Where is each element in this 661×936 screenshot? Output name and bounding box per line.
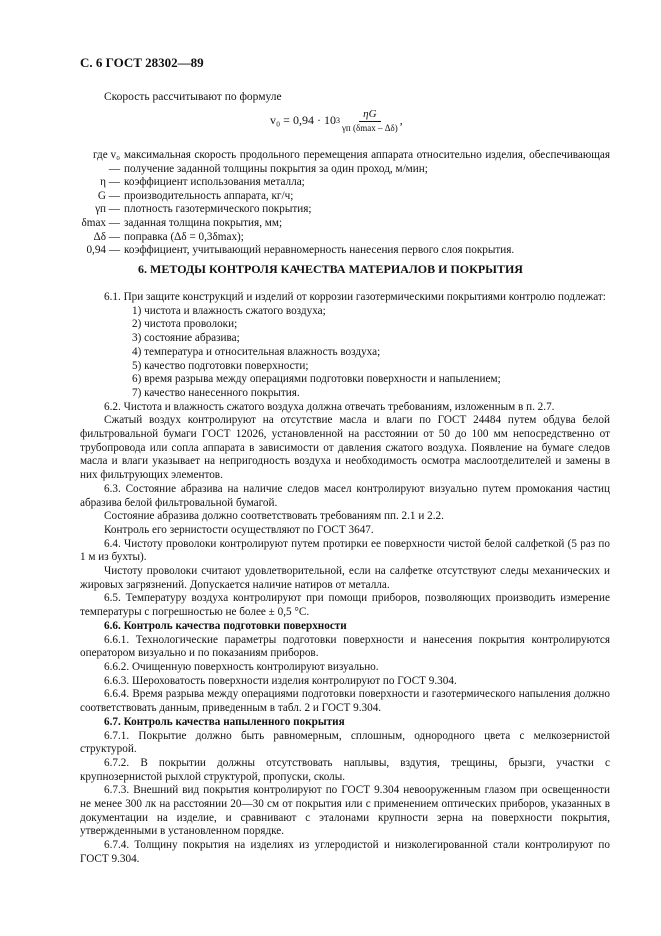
definition-item bbox=[80, 176, 610, 190]
list-item: 3) состояние абразива; bbox=[132, 332, 240, 345]
definition-symbol: γп — bbox=[95, 203, 120, 216]
definition-text: поправка (Δδ = 0,3δmax); bbox=[124, 230, 244, 243]
list-item: 4) температура и относительная влажность воздуха; bbox=[132, 345, 381, 358]
list-item: 2) чистота проволоки; bbox=[132, 318, 238, 331]
formula-lhs: v₀ = 0,94 · 10 bbox=[270, 113, 336, 127]
definition-symbol: 0,94 — bbox=[86, 244, 120, 257]
definition-text: заданная толщина покрытия, мм; bbox=[124, 216, 283, 229]
paragraph-6-7-3: 6.7.3. Внешний вид покрытия контролируют по ГОСТ 9.304 невооруженным глазом при освещенности не менее 300 лк на расстоянии 20—30 см от покрытия или с применением оптических приборов, указанных в документации на изделие, и сравнивают с эталонами крупности зерна на поверхности покрытия, утвержденными в установленном порядке. bbox=[80, 784, 610, 838]
definition-item bbox=[80, 190, 610, 204]
paragraph-6-6-1: 6.6.1. Технологические параметры подготовки поверхности и нанесения покрытия контролируются оператором визуально и по показаниям приборов. bbox=[80, 633, 610, 660]
definition-symbol: Δδ — bbox=[93, 230, 120, 243]
definition-text: плотность газотермического покрытия; bbox=[124, 203, 312, 216]
paragraph-6-6-2: 6.6.2. Очищенную поверхность контролируют визуально. bbox=[104, 660, 379, 673]
definition-text: производительность аппарата, кг/ч; bbox=[124, 189, 294, 202]
definition-symbol: где v₀ — bbox=[93, 149, 120, 175]
paragraph-6-4b: Чистоту проволоки считают удовлетворительной, если на салфетке отсутствуют следы механических и жировых загрязнений. Допускается наличие натиров от металла. bbox=[80, 565, 610, 591]
paragraph-6-4: 6.4. Чистоту проволоки контролируют путем протирки ее поверхности чистой белой салфеткой (5 раз по 1 м из бухты). bbox=[80, 537, 610, 564]
page-header: С. 6 ГОСТ 28302—89 bbox=[80, 55, 204, 70]
definition-symbol: η — bbox=[100, 176, 120, 189]
paragraph-6-7-1: 6.7.1. Покрытие должно быть равномерным, сплошным, однородного цвета с мелкозернистой структурой. bbox=[80, 729, 610, 756]
formula-exponent: 3 bbox=[335, 116, 340, 125]
definition-item bbox=[80, 231, 610, 245]
formula-denominator: γп (δmax – Δδ) bbox=[341, 123, 398, 133]
section-title: 6. МЕТОДЫ КОНТРОЛЯ КАЧЕСТВА МАТЕРИАЛОВ И ПОКРЫТИЯ bbox=[138, 262, 523, 276]
list-item: 5) качество подготовки поверхности; bbox=[132, 359, 309, 372]
paragraph-6-7-4: 6.7.4. Толщину покрытия на изделиях из углеродистой и низколегированной стали контролируют по ГОСТ 9.304. bbox=[80, 839, 610, 865]
list-item: 1) чистота и влажность сжатого воздуха; bbox=[132, 304, 326, 317]
definition-symbol: δmax — bbox=[81, 216, 120, 229]
velocity-formula bbox=[270, 108, 403, 133]
paragraph-6-2: 6.2. Чистота и влажность сжатого воздуха должна отвечать требованиям, изложенным в п. 2.7. bbox=[104, 400, 555, 413]
list-item: 6) время разрыва между операциями подготовки поверхности и напылением; bbox=[132, 373, 501, 386]
formula-fraction bbox=[342, 108, 398, 133]
formula-intro: Скорость рассчитывают по формуле bbox=[104, 91, 282, 103]
definitions-list bbox=[80, 149, 610, 258]
list-item: 7) качество нанесенного покрытия. bbox=[132, 386, 300, 399]
definition-item bbox=[80, 244, 610, 258]
paragraph-6-3b: Состояние абразива должно соответствовать требованиям пп. 2.1 и 2.2. bbox=[104, 510, 444, 523]
definition-text: максимальная скорость продольного перемещения аппарата относительно изделия, обеспечивающая получение заданной толщины покрытия за один проход, м/мин; bbox=[124, 149, 610, 175]
formula-numerator: ηG bbox=[359, 108, 380, 122]
definition-item bbox=[80, 217, 610, 231]
subsection-title-6-6: 6.6. Контроль качества подготовки поверхности bbox=[104, 619, 347, 632]
definition-text: коэффициент, учитывающий неравномерность нанесения первого слоя покрытия. bbox=[124, 244, 515, 257]
paragraph-6-7-2: 6.7.2. В покрытии должны отсутствовать наплывы, вздутия, трещины, брызги, участки с крупнозернистой рыхлой структурой, пропуски, сколы. bbox=[80, 756, 610, 783]
paragraph-6-3c: Контроль его зернистости осуществляют по ГОСТ 3647. bbox=[104, 523, 374, 536]
definition-item bbox=[80, 149, 610, 176]
formula-tail: , bbox=[399, 113, 403, 127]
paragraph-6-1: 6.1. При защите конструкций и изделий от коррозии газотермическими покрытиями контролю подлежат: bbox=[104, 291, 606, 303]
definition-item bbox=[80, 203, 610, 217]
definition-symbol: G — bbox=[97, 189, 120, 202]
section-body bbox=[80, 291, 610, 867]
paragraph-6-5: 6.5. Температуру воздуха контролируют при помощи приборов, позволяющих производить измерение температуры с погрешностью не более ± 0,5 °С. bbox=[80, 592, 610, 619]
paragraph-6-6-4: 6.6.4. Время разрыва между операциями подготовки поверхности и газотермического напыления должно соответствовать данным, приведенным в табл. 2 и ГОСТ 9.304. bbox=[80, 688, 610, 715]
paragraph-6-3: 6.3. Состояние абразива на наличие следов масел контролируют визуально путем промокания частиц абразива белой фильтровальной бумагой. bbox=[80, 482, 610, 509]
subsection-title-6-7: 6.7. Контроль качества напыленного покрытия bbox=[104, 715, 345, 728]
definition-text: коэффициент использования металла; bbox=[124, 176, 305, 189]
paragraph-6-2b: Сжатый воздух контролируют на отсутствие масла и влаги по ГОСТ 24484 путем обдува белой фильтровальной бумаги ГОСТ 12026, установленной на расстоянии от 50 до 100 мм непосредственно от трубопровода или сопла аппарата в зависимости от давления сжатого воздуха. Появление на бумаге следов масла и влаги указывает на непригодность воздуха и необходимость осмотра маслоотделителей и замены в них фильтрующих элементов. bbox=[80, 414, 610, 482]
paragraph-6-6-3: 6.6.3. Шероховатость поверхности изделия контролируют по ГОСТ 9.304. bbox=[104, 674, 457, 687]
